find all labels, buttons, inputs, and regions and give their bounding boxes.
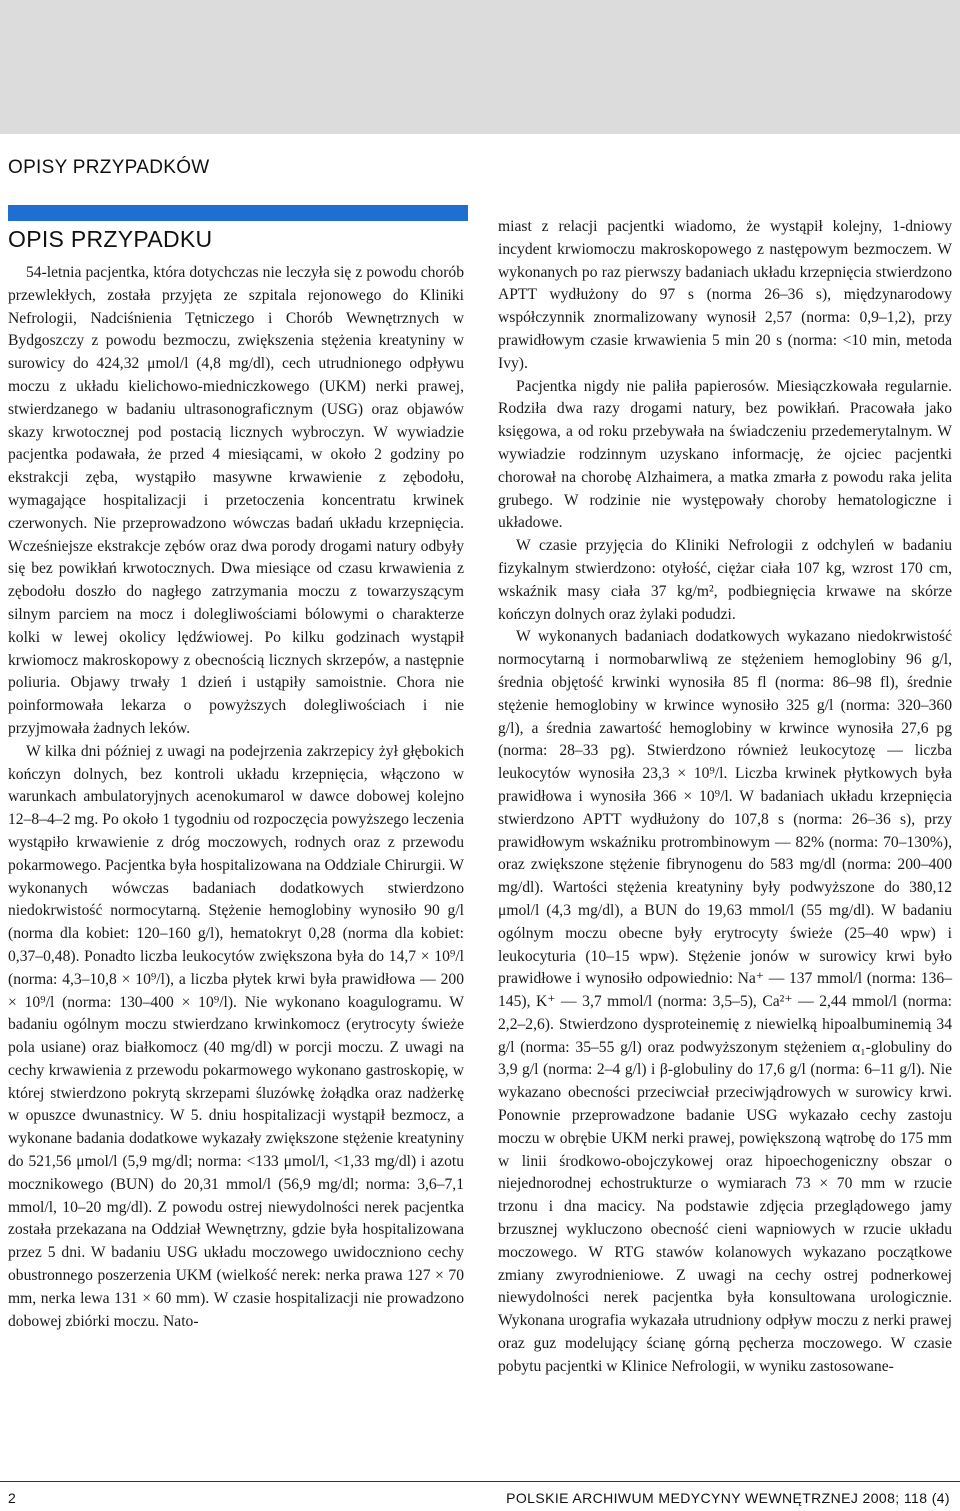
paragraph: Pacjentka nigdy nie paliła papierosów. Miesiączkowała regularnie. Rodziła dwa razy drogami natury, bez powikłań. Pracowała jako księgowa, a od roku przebywała na świadczeniu przedemerytalnym. W wywiadzie rodzinnym uzyskano informację, że ojciec pacjentki chorował na chorobę Alzhaimera, a matka zmarła z powodu raka jelita grubego. W rodzinie nie występowały choroby hematologiczne i układowe.	[498, 377, 952, 532]
paragraph: miast z relacji pacjentki wiadomo, że wystąpił kolejny, 1-dniowy incydent krwiomoczu makroskopowego z następowym bezmoczem. W wykonanych po raz pierwszy badaniach układu krzepnięcia stwierdzono APTT wydłużony do 97 s (norma 26–36 s), międzynarodowy współczynnik znormalizowany wynosił 2,57 (norma: 0,9–1,2), przy prawidłowym czasie krwawienia 5 min 20 s (norma: <10 min, metoda Ivy).	[498, 218, 952, 372]
journal-footer: POLSKIE ARCHIWUM MEDYCYNY WEWNĘTRZNEJ 2008; 118 (4)	[506, 1490, 950, 1506]
right-column	[498, 216, 952, 1379]
section-label: OPISY PRZYPADKÓW	[8, 157, 210, 178]
left-column	[8, 262, 464, 1333]
top-gray-band	[0, 0, 960, 134]
blue-section-rule	[8, 205, 468, 221]
paragraph: W kilka dni później z uwagi na podejrzenia zakrzepicy żył głębokich kończyn dolnych, bez kontroli układu krzepnięcia, włączono w warunkach ambulatoryjnych acenokumarol w dawce dobowej kolejno 12–8–4–2 mg. Po około 1 tygodniu od rozpoczęcia powyższego leczenia wystąpiło krwawienie z dróg moczowych, rodnych oraz z przewodu pokarmowego. Pacjentka była hospitalizowana na Oddziale Chirurgii. W wykonanych wówczas badaniach dodatkowych stwierdzono niedokrwistość normocytarną. Stężenie hemoglobiny wynosiło 90 g/l (norma dla kobiet: 120–160 g/l), hematokryt 0,28 (norma dla kobiet: 0,37–0,48). Ponadto liczba leukocytów zwiększona była do 14,7 × 10⁹/l (norma: 4,3–10,8 × 10⁹/l), a liczba płytek krwi była prawidłowa — 200 × 10⁹/l (norma: 130–400 × 10⁹/l). Nie wykonano koagulogramu. W badaniu ogólnym moczu stwierdzano krwinkomocz (erytrocyty świeże pola usiane) oraz białkomocz (40 mg/dl) w porcji moczu. Z uwagi na cechy krwawienia z przewodu pokarmowego wykonano gastroskopię, w której stwierdzono pokrytą skrzepami śluzówkę żołądka oraz nadżerkę w opuszce dwunastnicy. W 5. dniu hospitalizacji wystąpił bezmocz, a wykonane badania dodatkowe wykazały zwiększone stężenie kreatyniny do 521,56 μmol/l (5,9 mg/dl; norma: <133 μmol/l, <1,33 mg/dl) i azotu mocznikowego (BUN) do 20,31 mmol/l (56,9 mg/dl; norma: 3,6–7,1 mmol/l, 10–20 mg/dl). Z powodu ostrej niewydolności nerek pacjentka została przekazana na Oddział Wewnętrzny, gdzie była hospitalizowana przez 5 dni. W badaniu USG układu moczowego uwidoczniono cechy obustronnego poszerzenia UKM (wielkość nerek: nerka prawa 127 × 70 mm, nerka lewa 131 × 60 mm). W czasie hospitalizacji nie prowadzono dobowej zbiórki moczu. Nato-	[8, 742, 464, 1330]
paragraph: 54-letnia pacjentka, która dotychczas nie leczyła się z powodu chorób przewlekłych, została przyjęta ze szpitala rejonowego do Kliniki Nefrologii, Nadciśnienia Tętniczego i Chorób Wewnętrznych w Bydgoszczy z powodu bezmoczu, zwiększenia stężenia kreatyniny w surowicy do 424,32 μmol/l (4,8 mg/dl), cech utrudnionego odpływu moczu z układu kielichowo-miedniczkowego (UKM) nerki prawej, stwierdzanego w badaniu ultrasonograficznym (USG) oraz objawów skazy krwotocznej pod postacią licznych wybroczyn. W wywiadzie pacjentka podawała, że przed 4 miesiącami, w około 2 godziny po ekstrakcji zęba, wystąpiło masywne krwawienie z zębodołu, wymagające hospitalizacji i przetoczenia koncentratu krwinek czerwonych. Nie przeprowadzono wówczas badań układu krzepnięcia. Wcześniejsze ekstrakcje zębów oraz dwa porody drogami natury odbyły się bez powikłań krwotocznych. Dwa miesiące od czasu krwawienia z zębodołu doszło do nagłego zatrzymania moczu z towarzyszącym silnym parciem na mocz i dolegliwościami bólowymi o charakterze kolki w lewej okolicy lędźwiowej. Po kilku godzinach wystąpił krwiomocz makroskopowy z obecnością licznych skrzepów, a następnie poliuria. Objawy trwały 1 dzień i ustąpiły samoistnie. Chora nie poinformowała lekarza o powyższych dolegliwościach i nie przyjmowała żadnych leków.	[8, 264, 464, 737]
page-number: 2	[8, 1490, 16, 1506]
case-heading: OPIS PRZYPADKU	[8, 226, 213, 252]
paragraph: W czasie przyjęcia do Kliniki Nefrologii z odchyleń w badaniu fizykalnym stwierdzono: otyłość, ciężar ciała 107 kg, wzrost 170 cm, wskaźnik masy ciała 37 kg/m², podbiegnięcia krwawe na skórze kończyn dolnych oraz żylaki podudzi.	[498, 537, 952, 623]
paragraph: W wykonanych badaniach dodatkowych wykazano niedokrwistość normocytarną i normobarwliwą ze stężeniem hemoglobiny 96 g/l, średnia objętość krwinki wynosiła 85 fl (norma: 86–98 fl), średnie stężenie hemoglobiny w krwince wynosiło 325 g/l (norma: 320–360 g/l), a średnia zawartość hemoglobiny w krwince wynosiła 27,6 pg (norma: 28–33 pg). Stwierdzono również leukocytozę — liczba leukocytów wynosiła 23,3 × 10⁹/l. Liczba krwinek płytkowych była prawidłowa i wynosiła 366 × 10⁹/l. W badaniach układu krzepnięcia stwierdzono APTT wydłużony do 107,8 s (norma: 26–36 s), przy prawidłowym wskaźniku protrombinowym — 82% (norma: 70–130%), oraz zwiększone stężenie fibrynogenu do 583 mg/dl (norma: 200–400 mg/dl). Wartości stężenia kreatyniny były podwyższone do 380,12 μmol/l (4,3 mg/dl), a BUN do 19,63 mmol/l (55 mg/dl). W badaniu ogólnym moczu obecne były erytrocyty świeże (25–40 wpw) i leukocyturia (10–15 wpw). Stężenie jonów w surowicy krwi było prawidłowe i wynosiło odpowiednio: Na⁺ — 137 mmol/l (norma: 136–145), K⁺ — 3,7 mmol/l (norma: 3,5–5), Ca²⁺ — 2,44 mmol/l (norma: 2,2–2,6). Stwierdzono dysproteinemię z niewielką hipoalbuminemią 34 g/l (norma: 35–55 g/l) oraz podwyższonym stężeniem α₁-globuliny do 3,9 g/l (norma: 2–4 g/l) i β-globuliny do 17,6 g/l (norma: 6–11 g/l). Nie wykazano obecności przeciwciał przeciwjądrowych w surowicy krwi. Ponownie przeprowadzone badanie USG wykazało cechy zastoju moczu w obrębie UKM nerki prawej, powiększoną wątrobę do 175 mm w linii środkowo-obojczykowej oraz hipoechogeniczny obszar o niejednorodnej echostrukturze o wymiarach 73 × 70 mm w rzucie trzonu i dna macicy. Na podstawie zdjęcia przeglądowego jamy brzusznej wykluczono obecność cieni wapniowych w rzucie układu moczowego. W RTG stawów kolanowych wykazano początkowe zmiany zwyrodnieniowe. Z uwagi na cechy ostrej podnerkowej niewydolności nerek pacjentka była konsultowana urologicznie. Wykonana urografia wykazała utrudniony odpływ moczu z nerki prawej oraz guz modelujący ścianę górną pęcherza moczowego. W czasie pobytu pacjentki w Klinice Nefrologii, w wyniku zastosowane-	[498, 628, 952, 1375]
footer-rule	[0, 1481, 960, 1482]
